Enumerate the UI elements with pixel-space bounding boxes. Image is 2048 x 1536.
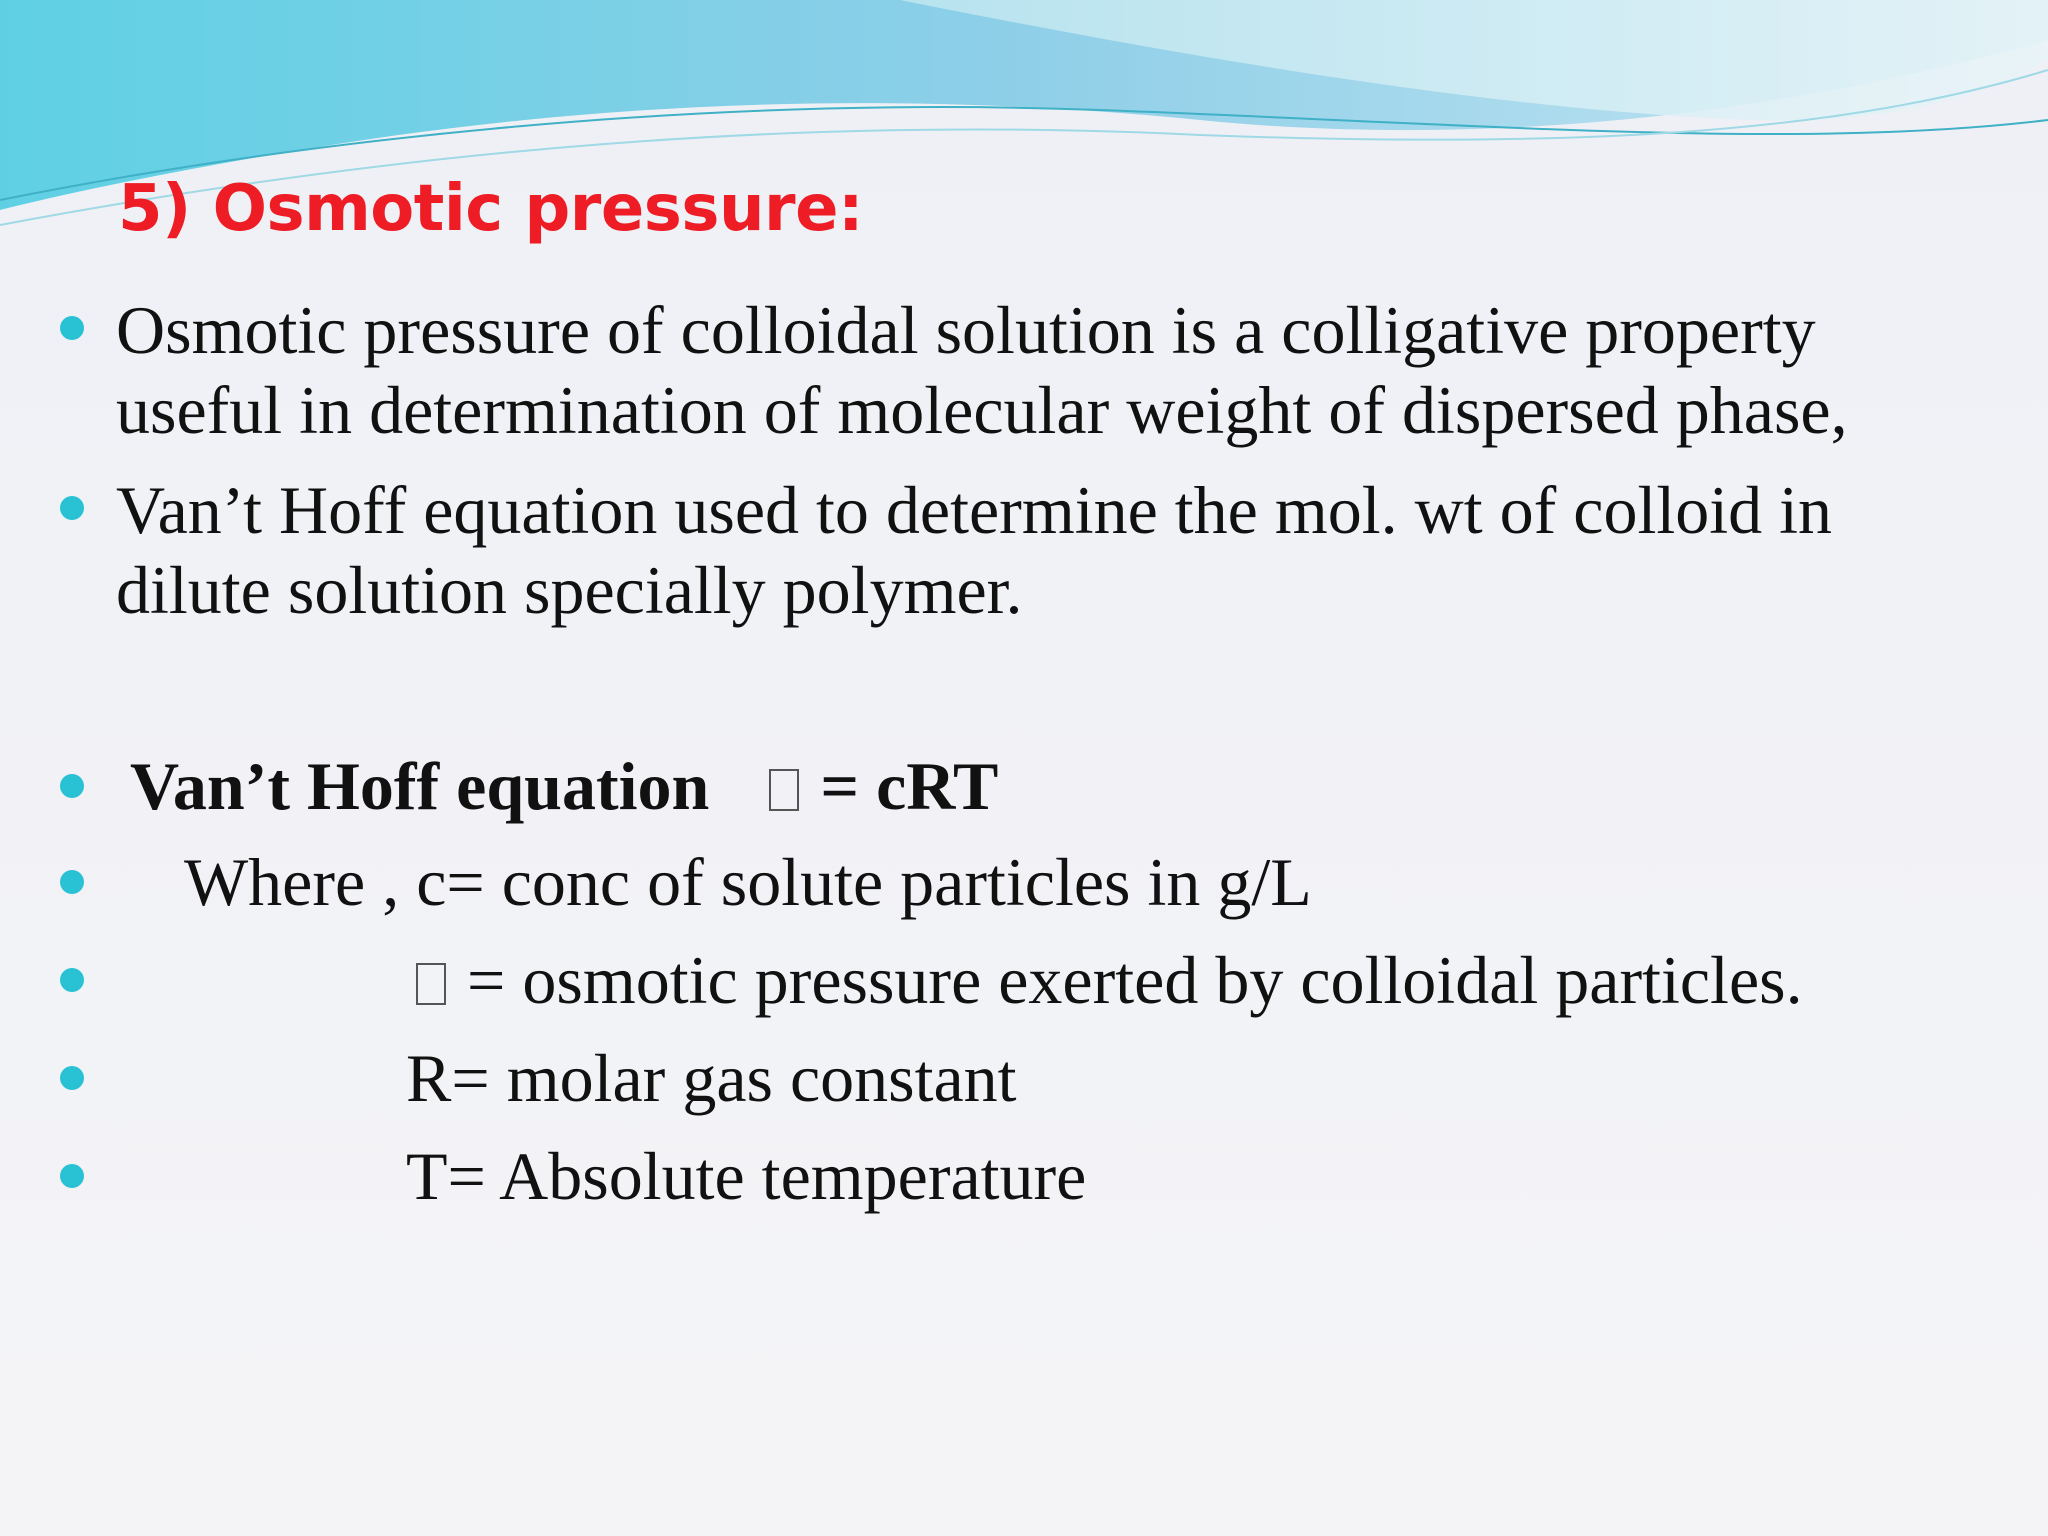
bullet-icon	[60, 1164, 84, 1188]
bullet-line: Osmotic pressure of colloidal solution is a colligative property	[116, 292, 1816, 368]
bullet-line: Van’t Hoff equation used to determine the mol. wt of colloid in	[116, 472, 1833, 548]
equation-label: Van’t Hoff equation	[130, 748, 710, 824]
bullet-icon	[60, 316, 84, 340]
definition-t: T= Absolute temperature	[406, 1138, 1087, 1214]
bullet-line: dilute solution specially polymer.	[116, 552, 1023, 628]
bullet-icon	[60, 968, 84, 992]
definition-r: R= molar gas constant	[406, 1040, 1017, 1116]
bullet-line: useful in determination of molecular weight of dispersed phase,	[116, 372, 1848, 448]
bullet-icon	[60, 774, 84, 798]
slide-title: 5) Osmotic pressure:	[118, 172, 864, 246]
definition-where: Where , c= conc of solute particles in g/L	[184, 844, 1312, 920]
bullet-icon	[60, 870, 84, 894]
bullet-text	[116, 470, 1832, 630]
bullet-icon	[60, 496, 84, 520]
definition-pi-text	[412, 940, 1803, 1020]
definition-pi: = osmotic pressure exerted by colloidal particles.	[467, 942, 1803, 1018]
equation-text	[130, 746, 998, 826]
equation-rhs: = cRT	[820, 748, 999, 824]
pi-symbol-icon	[769, 769, 799, 811]
bullet-icon	[60, 1066, 84, 1090]
bullet-text	[116, 290, 1848, 450]
pi-symbol-icon	[416, 963, 446, 1005]
